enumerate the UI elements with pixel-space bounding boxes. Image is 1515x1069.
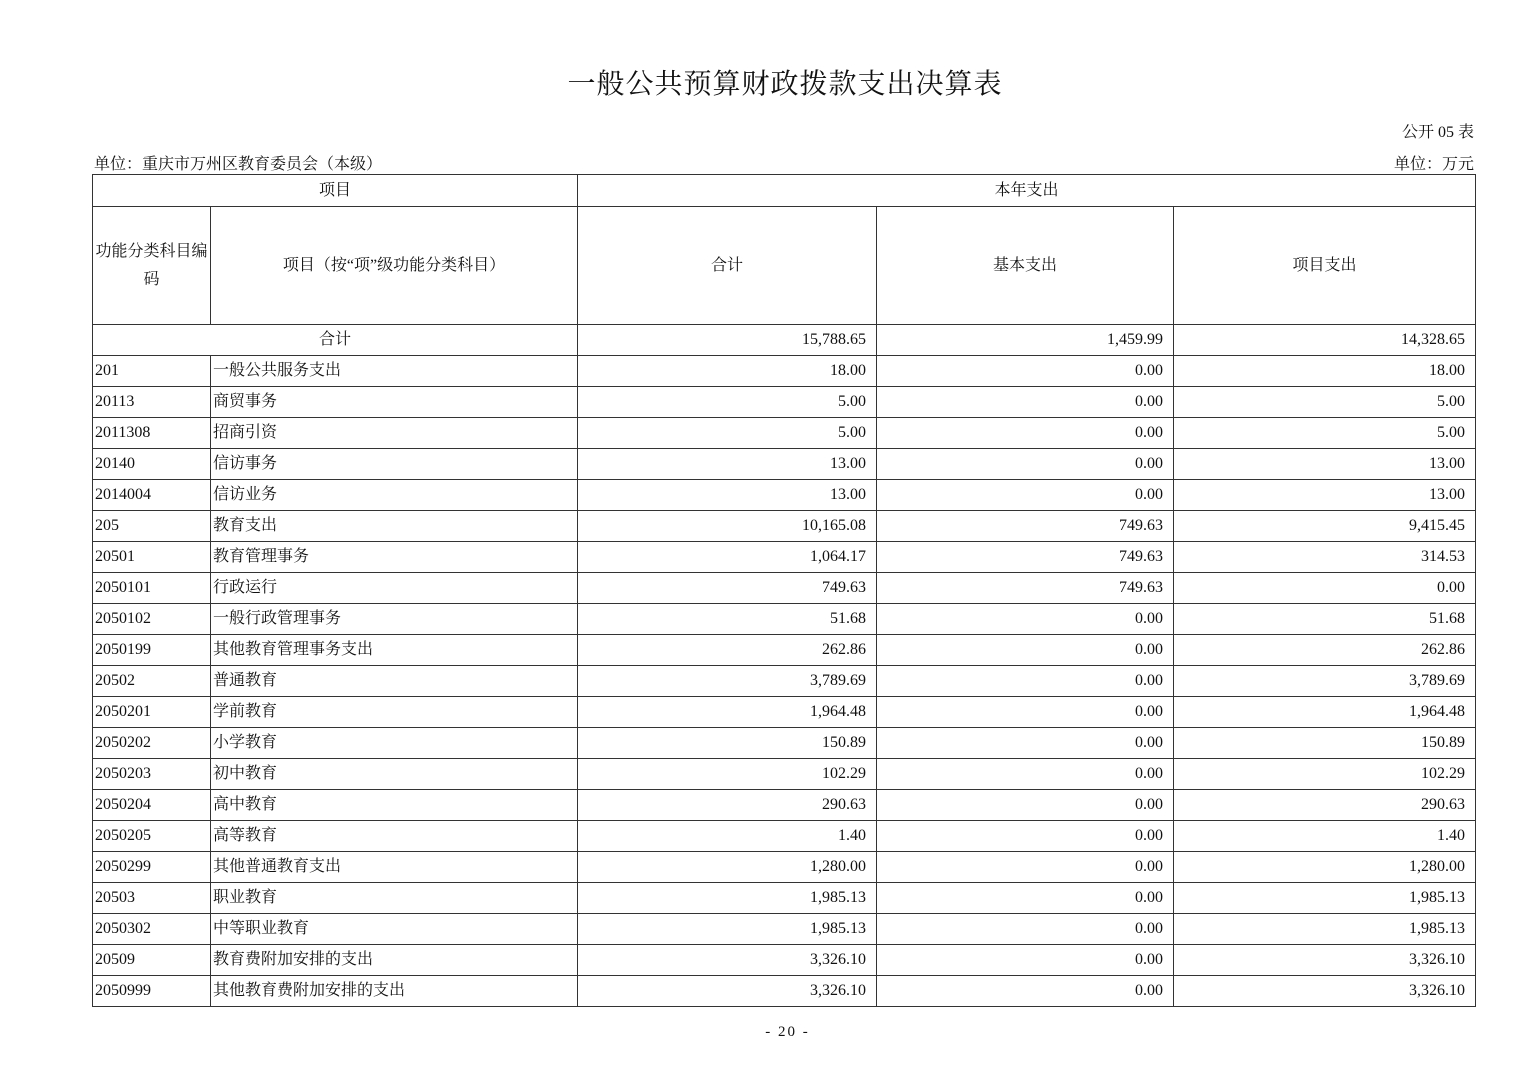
row-name: 高中教育 — [211, 790, 578, 821]
row-total: 13.00 — [578, 480, 877, 511]
table-row — [93, 759, 1476, 790]
row-project: 1,985.13 — [1174, 883, 1476, 914]
table-row — [93, 666, 1476, 697]
header-code: 功能分类科目编码 — [93, 207, 211, 325]
row-project: 0.00 — [1174, 573, 1476, 604]
row-code: 20140 — [93, 449, 211, 480]
row-total: 5.00 — [578, 418, 877, 449]
header-basic: 基本支出 — [877, 207, 1174, 325]
table-row — [93, 542, 1476, 573]
row-total: 10,165.08 — [578, 511, 877, 542]
row-name: 其他普通教育支出 — [211, 852, 578, 883]
row-code: 20502 — [93, 666, 211, 697]
row-project: 1,280.00 — [1174, 852, 1476, 883]
row-code: 2050302 — [93, 914, 211, 945]
row-total: 262.86 — [578, 635, 877, 666]
row-code: 20509 — [93, 945, 211, 976]
row-basic: 0.00 — [877, 604, 1174, 635]
row-basic: 0.00 — [877, 697, 1174, 728]
row-name: 学前教育 — [211, 697, 578, 728]
row-total: 3,789.69 — [578, 666, 877, 697]
row-code: 2050204 — [93, 790, 211, 821]
row-name: 高等教育 — [211, 821, 578, 852]
row-total: 1,280.00 — [578, 852, 877, 883]
row-basic: 0.00 — [877, 790, 1174, 821]
row-name: 其他教育管理事务支出 — [211, 635, 578, 666]
table-row — [93, 697, 1476, 728]
table-row — [93, 449, 1476, 480]
row-name: 其他教育费附加安排的支出 — [211, 976, 578, 1007]
row-project: 5.00 — [1174, 387, 1476, 418]
row-code: 205 — [93, 511, 211, 542]
row-total: 290.63 — [578, 790, 877, 821]
row-basic: 0.00 — [877, 635, 1174, 666]
table-row — [93, 790, 1476, 821]
row-basic: 0.00 — [877, 356, 1174, 387]
row-basic: 0.00 — [877, 449, 1174, 480]
row-total: 1,985.13 — [578, 914, 877, 945]
row-total: 1,964.48 — [578, 697, 877, 728]
row-basic: 749.63 — [877, 573, 1174, 604]
row-code: 201 — [93, 356, 211, 387]
table-row — [93, 480, 1476, 511]
row-project: 150.89 — [1174, 728, 1476, 759]
total-project: 14,328.65 — [1174, 325, 1476, 356]
row-project: 3,789.69 — [1174, 666, 1476, 697]
table-row — [93, 821, 1476, 852]
row-total: 3,326.10 — [578, 976, 877, 1007]
unit-currency: 单位：万元 — [1393, 156, 1474, 173]
row-code: 2050202 — [93, 728, 211, 759]
row-name: 信访事务 — [211, 449, 578, 480]
row-name: 初中教育 — [211, 759, 578, 790]
row-total: 150.89 — [578, 728, 877, 759]
row-code: 20501 — [93, 542, 211, 573]
row-project: 102.29 — [1174, 759, 1476, 790]
row-code: 2011308 — [93, 418, 211, 449]
row-code: 20113 — [93, 387, 211, 418]
row-code: 2050101 — [93, 573, 211, 604]
row-project: 18.00 — [1174, 356, 1476, 387]
row-project: 3,326.10 — [1174, 945, 1476, 976]
row-name: 中等职业教育 — [211, 914, 578, 945]
row-basic: 0.00 — [877, 976, 1174, 1007]
total-label: 合计 — [93, 325, 578, 356]
row-total: 749.63 — [578, 573, 877, 604]
row-name: 教育管理事务 — [211, 542, 578, 573]
unit-organization: 单位：重庆市万州区教育委员会（本级） — [94, 156, 383, 173]
row-total: 51.68 — [578, 604, 877, 635]
total-basic: 1,459.99 — [877, 325, 1174, 356]
header-total: 合计 — [578, 207, 877, 325]
row-project: 1,964.48 — [1174, 697, 1476, 728]
row-code: 2050199 — [93, 635, 211, 666]
row-project: 9,415.45 — [1174, 511, 1476, 542]
table-row — [93, 511, 1476, 542]
row-basic: 0.00 — [877, 418, 1174, 449]
row-name: 教育费附加安排的支出 — [211, 945, 578, 976]
row-project: 290.63 — [1174, 790, 1476, 821]
table-row — [93, 914, 1476, 945]
row-code: 2050102 — [93, 604, 211, 635]
table-number: 公开 05 表 — [1401, 124, 1474, 141]
expenditure-table — [92, 174, 1476, 1007]
row-name: 招商引资 — [211, 418, 578, 449]
row-code: 2014004 — [93, 480, 211, 511]
table-row — [93, 604, 1476, 635]
row-name: 商贸事务 — [211, 387, 578, 418]
row-project: 1,985.13 — [1174, 914, 1476, 945]
row-project: 13.00 — [1174, 480, 1476, 511]
row-basic: 0.00 — [877, 821, 1174, 852]
total-row — [93, 325, 1476, 356]
row-basic: 0.00 — [877, 945, 1174, 976]
row-project: 3,326.10 — [1174, 976, 1476, 1007]
table-row — [93, 387, 1476, 418]
table-row — [93, 418, 1476, 449]
table-row — [93, 852, 1476, 883]
row-basic: 0.00 — [877, 883, 1174, 914]
row-name: 信访业务 — [211, 480, 578, 511]
header-item-by-class: 项目（按“项”级功能分类科目） — [211, 207, 578, 325]
row-code: 2050299 — [93, 852, 211, 883]
row-total: 3,326.10 — [578, 945, 877, 976]
row-project: 314.53 — [1174, 542, 1476, 573]
row-project: 262.86 — [1174, 635, 1476, 666]
row-name: 职业教育 — [211, 883, 578, 914]
row-project: 13.00 — [1174, 449, 1476, 480]
table-row — [93, 356, 1476, 387]
table-row — [93, 573, 1476, 604]
row-project: 51.68 — [1174, 604, 1476, 635]
row-name: 普通教育 — [211, 666, 578, 697]
row-total: 18.00 — [578, 356, 877, 387]
row-basic: 749.63 — [877, 542, 1174, 573]
row-basic: 749.63 — [877, 511, 1174, 542]
row-basic: 0.00 — [877, 852, 1174, 883]
row-total: 5.00 — [578, 387, 877, 418]
row-total: 1.40 — [578, 821, 877, 852]
row-basic: 0.00 — [877, 480, 1174, 511]
row-total: 1,064.17 — [578, 542, 877, 573]
header-row-1 — [93, 175, 1476, 207]
row-code: 2050999 — [93, 976, 211, 1007]
row-basic: 0.00 — [877, 387, 1174, 418]
row-project: 1.40 — [1174, 821, 1476, 852]
page-number: - 20 - — [765, 1024, 810, 1040]
table-row — [93, 945, 1476, 976]
row-code: 2050203 — [93, 759, 211, 790]
row-total: 1,985.13 — [578, 883, 877, 914]
row-basic: 0.00 — [877, 666, 1174, 697]
row-basic: 0.00 — [877, 728, 1174, 759]
row-name: 小学教育 — [211, 728, 578, 759]
table-row — [93, 635, 1476, 666]
total-sum: 15,788.65 — [578, 325, 877, 356]
row-code: 20503 — [93, 883, 211, 914]
header-row-2 — [93, 207, 1476, 325]
row-basic: 0.00 — [877, 759, 1174, 790]
row-total: 102.29 — [578, 759, 877, 790]
row-project: 5.00 — [1174, 418, 1476, 449]
table-row — [93, 976, 1476, 1007]
row-name: 教育支出 — [211, 511, 578, 542]
header-project: 项目支出 — [1174, 207, 1476, 325]
row-basic: 0.00 — [877, 914, 1174, 945]
table-row — [93, 728, 1476, 759]
page-title: 一般公共预算财政拨款支出决算表 — [567, 69, 1003, 100]
header-item: 项目 — [93, 175, 578, 207]
row-code: 2050205 — [93, 821, 211, 852]
row-name: 一般行政管理事务 — [211, 604, 578, 635]
header-current-year: 本年支出 — [578, 175, 1476, 207]
row-total: 13.00 — [578, 449, 877, 480]
row-name: 行政运行 — [211, 573, 578, 604]
row-code: 2050201 — [93, 697, 211, 728]
row-name: 一般公共服务支出 — [211, 356, 578, 387]
table-row — [93, 883, 1476, 914]
